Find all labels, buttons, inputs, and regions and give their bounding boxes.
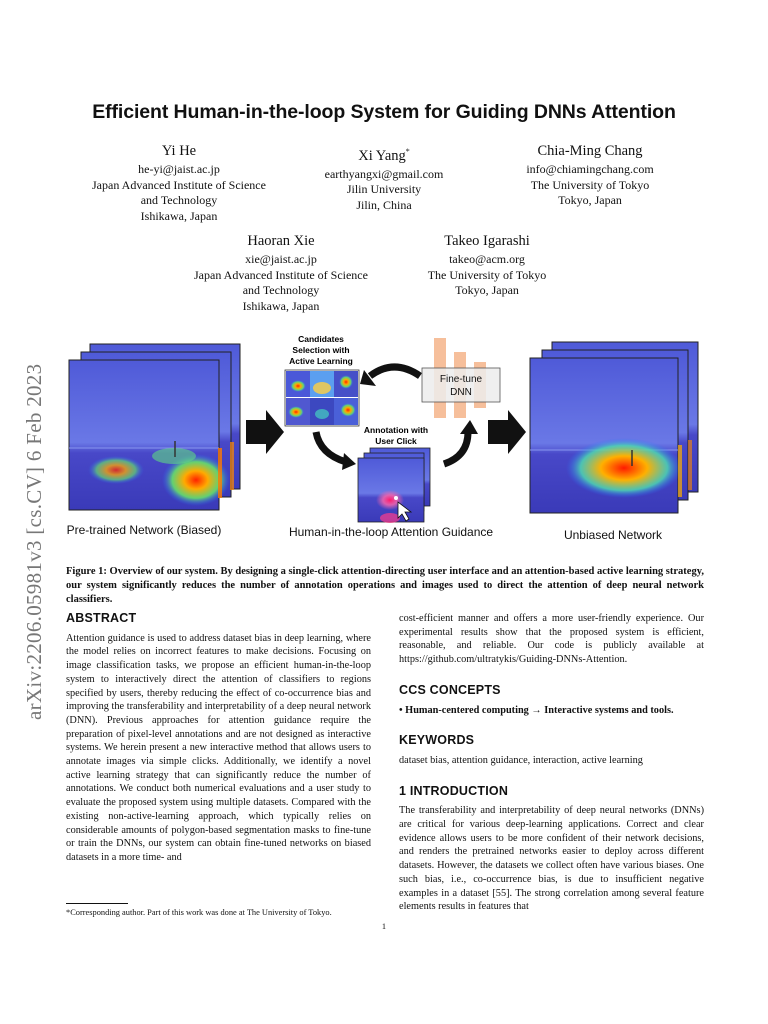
author-block bbox=[190, 232, 372, 314]
abstract-continued: cost-efficient manner and offers a more user-friendly experience. Our experimental results show that the proposed system is efficient, reasonable, and reliable. Our code is publicly available at https://github.com/ultratykis/Guiding-DNNs-Attention. bbox=[399, 613, 704, 666]
candidates-label-line: Selection with bbox=[292, 345, 350, 355]
biased-image-stack bbox=[69, 344, 240, 510]
unbiased-image-stack bbox=[530, 342, 698, 513]
author-affiliation: The University of Tokyo bbox=[427, 267, 547, 282]
arxiv-stamp: arXiv:2206.05981v3 [cs.CV] 6 Feb 2023 bbox=[22, 363, 46, 720]
footnote: *Corresponding author. Part of this work was done at The University of Tokyo. bbox=[66, 908, 332, 917]
overview-figure bbox=[64, 330, 704, 545]
author-location: Ishikawa, Japan bbox=[242, 298, 320, 313]
author-affiliation: The University of Tokyo bbox=[530, 177, 650, 192]
author-affiliation: Japan Advanced Institute of Science bbox=[194, 267, 368, 282]
author-email: he-yi@jaist.ac.jp bbox=[138, 162, 220, 176]
abstract-text: Attention guidance is used to address dataset bias in deep learning, where the model relies on incorrect features to make decisions. Focusing on image classification tasks, we propose an efficient human-in-the-loop system to interactively direct the attention of classifiers to regions specified by users, thereby reducing the effect of co-occurrence bias and improving the transferability and interpretability of a deep neural network (DNN). Previous approaches for attention guidance require the preparation of pixel-level annotations and are not designed as interactive systems. We herein present a new interactive method that allows users to annotate images via simple clicks. Additionally, we identify a novel active learning strategy that can significantly reduce the number of annotations. We conduct both numerical evaluations and a user study to evaluate the proposed system using multiple datasets. Compared with the existing non-active-learning approach, which typically relies on considerable amounts of polygon-based segmentation masks to fine-tune or train the DNNs, our system can obtain fine-tuned networks on biased datasets in a more time- and bbox=[66, 632, 371, 863]
figure-label-right: Unbiased Network bbox=[563, 528, 663, 542]
keywords-text: dataset bias, attention guidance, interaction, active learning bbox=[399, 754, 643, 766]
intro-heading: 1 INTRODUCTION bbox=[399, 783, 509, 798]
author-affiliation: Japan Advanced Institute of Science bbox=[92, 177, 266, 192]
author-name: Chia-Ming Chang bbox=[537, 143, 643, 159]
candidate-thumbnails bbox=[285, 370, 359, 426]
footnote-rule bbox=[66, 903, 128, 904]
author-email: takeo@acm.org bbox=[449, 252, 525, 266]
author-block bbox=[304, 142, 464, 214]
author-affiliation: and Technology bbox=[242, 283, 320, 298]
author-name: Yi He bbox=[161, 143, 197, 159]
candidates-label-line: Active Learning bbox=[289, 356, 353, 366]
figure-label-center: Human-in-the-loop Attention Guidance bbox=[288, 525, 494, 539]
curved-arrow-icon bbox=[316, 432, 346, 462]
author-block bbox=[412, 232, 562, 299]
author-location: Jilin, China bbox=[356, 198, 412, 213]
arrow-right-icon bbox=[246, 410, 284, 454]
author-email: earthyangxi@gmail.com bbox=[324, 166, 444, 181]
ccs-text: • Human-centered computing → Interactive systems and tools. bbox=[399, 704, 674, 716]
page-number: 1 bbox=[381, 922, 387, 931]
corresponding-mark: * bbox=[405, 147, 410, 156]
author-affiliation: and Technology bbox=[140, 193, 218, 208]
arrow-right-icon bbox=[488, 410, 526, 454]
candidates-label-line: Candidates bbox=[298, 334, 344, 344]
keywords-heading: KEYWORDS bbox=[399, 733, 475, 748]
author-name: Haoran Xie bbox=[247, 233, 315, 249]
author-location: Ishikawa, Japan bbox=[140, 208, 218, 223]
annotation-image-stack bbox=[358, 448, 430, 523]
paper-title: Efficient Human-in-the-loop System for Guiding DNNs Attention bbox=[92, 101, 676, 123]
figure-label-left: Pre-trained Network (Biased) bbox=[66, 523, 222, 537]
abstract-heading: ABSTRACT bbox=[66, 611, 137, 625]
finetune-network bbox=[422, 338, 500, 418]
ccs-heading: CCS CONCEPTS bbox=[399, 682, 501, 697]
author-email: xie@jaist.ac.jp bbox=[245, 252, 317, 266]
annotation-label-line: Annotation with bbox=[363, 425, 429, 435]
finetune-label: Fine-tune bbox=[439, 374, 483, 385]
author-location: Tokyo, Japan bbox=[455, 283, 519, 298]
author-block bbox=[88, 142, 270, 224]
right-column bbox=[399, 612, 704, 914]
left-column bbox=[66, 612, 371, 865]
finetune-label: DNN bbox=[450, 387, 472, 398]
author-name: Xi Yang* bbox=[358, 147, 410, 164]
author-affiliation: Jilin University bbox=[346, 182, 422, 197]
author-block bbox=[500, 142, 680, 209]
author-email: info@chiamingchang.com bbox=[526, 162, 654, 176]
annotation-label-line: User Click bbox=[375, 436, 417, 446]
intro-text: The transferability and interpretability of deep neural networks (DNNs) are critical for various deep-learning applications. Correct and clear evidence allows users to be more confident of their network decisions, and renders the pretrained networks easier to deploy across different datasets. However, the datasets we collect often have various biases. One such bias, i.e., co-occurrence bias, is due to insufficient negative examples in a dataset [55]. The strong correlation among several feature elements results in features that bbox=[399, 805, 704, 913]
curved-arrow-icon bbox=[370, 367, 420, 376]
author-name: Takeo Igarashi bbox=[444, 233, 530, 249]
figure-caption: Figure 1: Overview of our system. By designing a single-click attention-directing user interface and an attention-based active learning strategy, our system significantly reduces the number of annotation operations and images used to direct the attention of deep neural network classifiers. bbox=[66, 566, 704, 605]
author-location: Tokyo, Japan bbox=[558, 193, 622, 208]
curved-arrow-icon bbox=[444, 432, 468, 464]
